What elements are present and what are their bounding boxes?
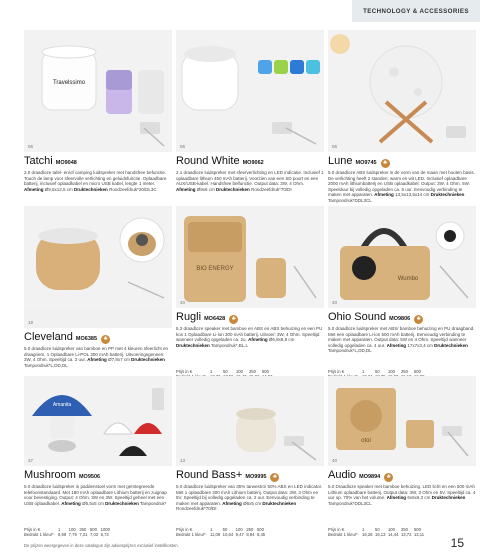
- product-card-ohio-sound: [328, 206, 476, 379]
- mushroom-speaker-illustration: [24, 376, 172, 466]
- product-code: MO9894: [359, 474, 381, 480]
- photo-number: 37: [28, 458, 34, 463]
- eco-leaf-icon: ♣: [381, 159, 390, 168]
- price-table: Prijs in € 1 50 100 250 500: [328, 369, 421, 374]
- eco-leaf-icon: ♣: [414, 315, 423, 324]
- photo-number: 13: [180, 458, 186, 463]
- eco-leaf-icon: ♣: [229, 315, 238, 324]
- round-white-speaker-illustration: [176, 30, 324, 152]
- product-card-mushroom: [24, 376, 172, 537]
- rugli-speaker-illustration: [176, 206, 324, 308]
- product-code: MO6428: [204, 316, 226, 322]
- product-name: Mushroom: [24, 469, 76, 481]
- product-photo: [176, 376, 324, 466]
- product-description: 5.0 draadloze ABS luidspreker in de vorm van de maan met houten basis. De verlichting heeft 2 standen: warm en wit LED. Inclusief oplaadbare 2000 mAh lithiumbatterij en USB oplaadkabel. Output: 3W, 4 Ohm. 5W. Speelduur bij volledig opgeladen ca. 5 uur. Eenvoudig verbinding te maken met apparaten. Afmeting 13,5x13,5x14 cm Druktechnieken Tampondruk*DDL3CL: [328, 170, 475, 203]
- product-photo: [328, 206, 476, 308]
- product-name: Round White: [176, 155, 240, 167]
- tatchi-speaker-illustration: [24, 30, 172, 152]
- product-code: MO6385: [75, 336, 98, 342]
- photo-number: 19: [28, 320, 34, 325]
- price-table: Prijs in € 1 100 250 500 1000 Bedrukt 1 kleur* 8,99 7,79 7,31 7,03 6,72: [24, 527, 110, 537]
- section-header: TECHNOLOGY & ACCESSORIES: [352, 0, 480, 22]
- product-name: Cleveland: [24, 331, 73, 343]
- tatchi-print-text: Travelssimo: [52, 80, 86, 86]
- eco-leaf-icon: ♣: [101, 335, 110, 344]
- eco-leaf-icon: ♣: [270, 473, 279, 482]
- product-code: MO9048: [55, 160, 77, 166]
- price-table: Prijs in € 1 50 100 250 500 Bedrukt 1 kleur* 11,08 10,64 9,47 8,94 8,45: [176, 527, 266, 537]
- audio-print-text: otoi: [361, 438, 371, 444]
- product-description: 5.3 draadloze speaker met bamboe en ABS en ABS behuizing en een PU kos 1 Oplaadbare Li-ion 300 mAh batterij. Uitvoer: 3W, 4 Ohm. Speeltijd wanneer volledig opgeladen ca. 2u. Afmeting Ø6,8x8,8 cm Druktechnieken Tampondruk*,BL,L: [176, 326, 323, 348]
- page-number: 15: [450, 536, 464, 550]
- rugli-print-text: BIO ENERGY: [196, 266, 234, 272]
- product-description: 5.0 draadloze luidspreker in paddenstoel vorm met geïntegreerde telefoonstandaard. Met 180 mAh oplaadbare Lithium batterij en zuignap voor bevestiging. Output: 4 Ohm, 3W en 3W. Speeltijd geheel met een USB oplaadkabel. Afmeting Ø5,5x5 cm Druktechnieken Tampondruk*: [24, 484, 167, 506]
- product-photo: [176, 206, 324, 308]
- lune-moon-lamp-illustration: [328, 30, 476, 152]
- photo-number: 40: [332, 458, 338, 463]
- product-photo: [328, 376, 476, 466]
- photo-number: 06: [28, 144, 34, 149]
- product-description: 2.1 draadloze luidspreker met sfeerverlichting en LED indicatie. Inclusief 1 oplaadbare lithium 450 mAh batterij. Voorzien van een SD poort en een AUX/USB-kabel. Handsfree belfunctie. Output data: 3W, 4 Ohm. Afmeting Ø9x6 cm Druktechnieken Rondzeefdruk*70/DI: [176, 170, 324, 192]
- product-card-tatchi: [24, 30, 172, 223]
- product-description: 5.0 draadloze luidspreker van bamboe en PP met 4 kleuren sfeerlicht en draagriem. 1 Oplaadbare Li-POL 300 mAh batterij. Uitvoeringsgeneen: 3W, 4 Ohm. Speeltijd ca. 2 uur. Afmeting Ø7,8x7 cm Druktechnieken Tampondruk*L,DD,DL: [24, 346, 169, 368]
- ohio-print-text: Wumbo: [397, 276, 419, 282]
- product-card-round-bass: [176, 376, 324, 537]
- product-card-cleveland: [24, 206, 172, 399]
- photo-number: 40: [180, 300, 186, 305]
- product-card-audio: [328, 376, 476, 537]
- cleveland-speaker-illustration: [24, 206, 172, 308]
- product-description: 5.0 Draadloze speaker met bamboe behuizing. LED licht en een 500 mAh Lithium oplaadbare batterij. Output data: 3W, 3 Ohm en 5V. Speeltijd ca. 4 uur op. 70% van het volume. Afmeting 6x6x6,3 cm Druktechnieken Tampondruk*DDL3CL: [328, 484, 476, 506]
- photo-number: 06: [332, 144, 338, 149]
- mushroom-print-text: Amanita: [52, 402, 72, 408]
- product-code: MO9995: [245, 474, 267, 480]
- product-name: Tatchi: [24, 155, 53, 167]
- product-name: Audio: [328, 469, 357, 481]
- price-table: Prijs in € 1 50 100 250 500 Bedrukt 1 kleur* 16,28 15,13 14,44 13,72 13,11: [328, 527, 425, 537]
- product-card-lune: [328, 30, 476, 223]
- ohio-sound-speaker-illustration: [328, 206, 476, 308]
- product-name: Rugli: [176, 311, 202, 323]
- product-photo: [328, 30, 476, 152]
- product-name: Round Bass+: [176, 469, 243, 481]
- footer-disclaimer: De prijzen weergegeven in deze catalogus zijn adviesprijzen exclusief instellkosten.: [24, 543, 179, 548]
- product-code: MO9062: [242, 160, 264, 166]
- round-bass-speaker-illustration: [176, 376, 324, 466]
- photo-number: 06: [180, 144, 186, 149]
- product-name: Ohio Sound: [328, 311, 387, 323]
- product-photo: [176, 30, 324, 152]
- product-name: Lune: [328, 155, 353, 167]
- price-table: Prijs in € 1 50 100 250 500: [176, 369, 269, 374]
- product-code: MO9806: [389, 316, 411, 322]
- product-description: 5.0 draadloze luidspreker met ABS/ bamboe behuizing en PU draagband. Met een oplaadbare Li-ion 500 mAh batterij. Eenvoudig verbinding te maken met apparaten. Output data: 5W en 4 Ohm. Speeltijd wanneer volledig opgeladen ca. 4 uur. Afmeting 17x7x3,4 cm Druktechnieken Tampondruk*L,DD,DL: [328, 326, 475, 354]
- audio-speaker-illustration: [328, 376, 476, 466]
- product-code: MO9745: [355, 160, 377, 166]
- product-photo: [24, 376, 172, 466]
- product-card-round-white: [176, 30, 324, 223]
- eco-leaf-icon: ♣: [384, 473, 393, 482]
- product-description: 5.0 draadloze luidspreker van 35% tarwestro/ 50% ABS en LED indicator. Met 1 oplaadbare 300 mAh Lithium batterij. Output data: 3W, 3 Ohm en 5V. Speeltijd bij volledig opgeladen ca. 2 uur. Eenvoudig verbinding te maken met apparaten. Afmeting Ø6x5 cm Druktechnieken Rondzeefdruk*70/DI: [176, 484, 323, 512]
- product-card-rugli: [176, 206, 324, 379]
- photo-number: 40: [332, 300, 338, 305]
- product-description: 2.0 draadloze tafel- en/of camping luidspreker met handsfree befunctie. Touch de lamp voor sfeervolle verlichting en geluidsfunctie. Oplaadbare batterij, inclusief oplaadkabel en micro USB kabel, lengte 1 meter. Afmeting Ø9,5x12,5 cm Druktechnieken Rondzeefdruk*20/DL3C: [24, 170, 167, 192]
- product-photo: [24, 206, 172, 328]
- product-photo: [24, 30, 172, 152]
- product-code: MO9506: [78, 474, 101, 480]
